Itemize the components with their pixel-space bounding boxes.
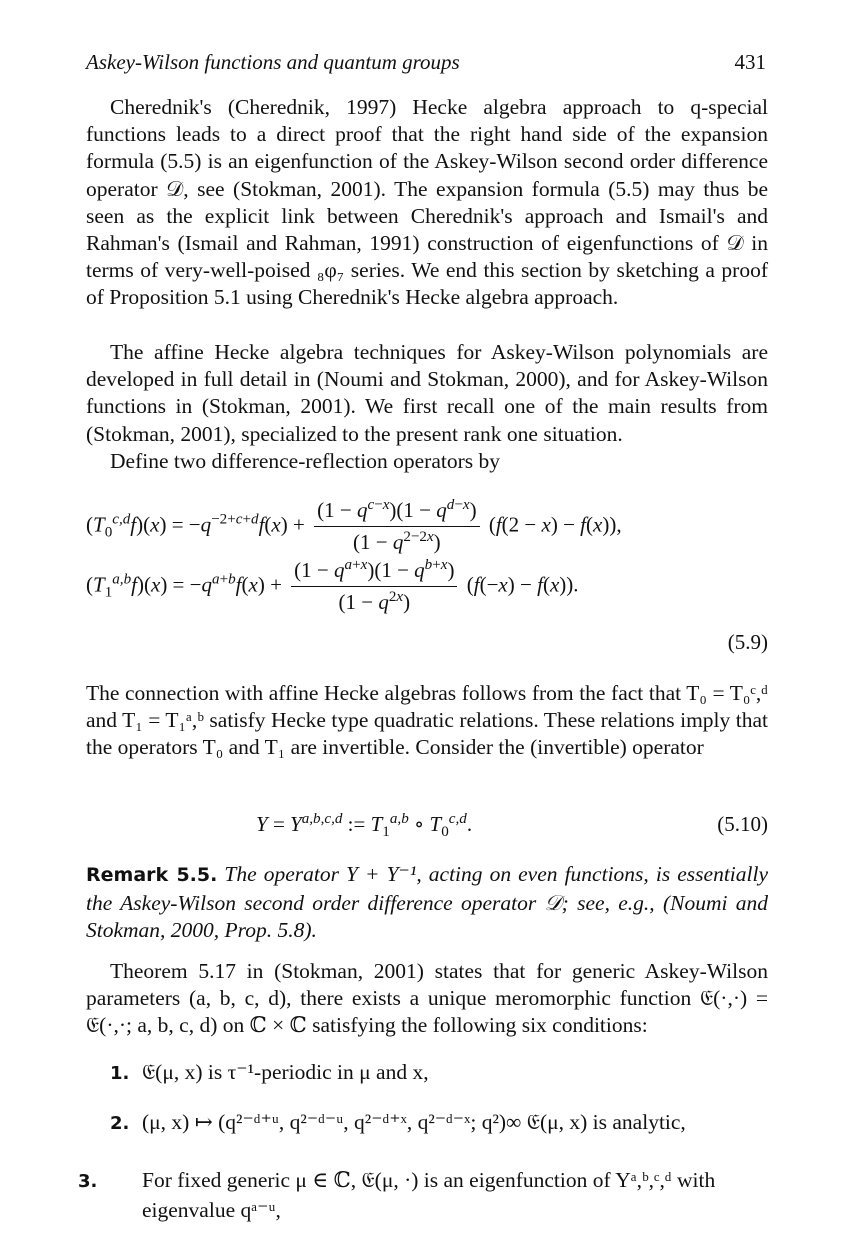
equation-5-10-body: Y = Y$^{a,b,c,d}$ := $T_1^{a,b}$ ∘ $T_0^{c,d}$. (256, 811, 473, 841)
condition-2: 2. (μ, x) ↦ (q²⁻ᵈ⁺ᵘ, q²⁻ᵈ⁻ᵘ, q²⁻ᵈ⁺ˣ, q²⁻ᵈ⁻ˣ; q²)∞ 𝔈(μ, x) is analytic, (110, 1110, 686, 1134)
paragraph-2-text: The affine Hecke algebra techniques for Askey-Wilson polynomials are developed in full detail in (Noumi and Stokman, 2000), and for Askey-Wilson functions in (Stokman, 2001). We first recall one of the main results from (Stokman, 2001), specialized to the present rank one situation. (86, 340, 768, 446)
condition-3: 3. For fixed generic μ ∈ ℂ, 𝔈(μ, ·) is an eigenfunction of Yᵃ,ᵇ,ᶜ,ᵈ with eigenvalue qᵃ⁻ᵘ, (78, 1168, 716, 1222)
remark-body: The operator Y + Y⁻¹, acting on even functions, is essentially the Askey-Wilson second order difference operator 𝒟; see, e.g., (Noumi and Stokman, 2000, Prop. 5.8). (86, 862, 769, 942)
paragraph-5-text: Theorem 5.17 in (Stokman, 2001) states that for generic Askey-Wilson parameters (a, b, c, d), there exists a unique meromorphic function 𝔈(·,·) = 𝔈(·,·; a, b, c, d) on ℂ × ℂ satisfying the following six conditions: (86, 959, 768, 1038)
paragraph-3-text: Define two difference-reflection operators by (110, 449, 501, 473)
equation-5-10-label: (5.10) (717, 812, 768, 836)
remark-5-5 (86, 861, 768, 945)
paragraph-1 (86, 94, 768, 312)
paragraph-5 (86, 958, 768, 1040)
paragraph-4 (86, 680, 768, 762)
page-number: 431 (734, 50, 766, 74)
running-header (86, 50, 766, 80)
equation-5-9 (86, 498, 768, 668)
equation-5-9-line-1: $(T_0^{c,d}f)(x) = -q^{-2+c+d}f(x)$ + $\frac{(1 - q^{c-x})(1 - q^{d-x})}{(1 - q^{2-2x})}$ (f(2 − x) − f(x)), (86, 497, 622, 554)
paragraph-4-text: The connection with affine Hecke algebras follows from the fact that T₀ = T₀ᶜ,ᵈ and T₁ = T₁ᵃ,ᵇ satisfy Hecke type quadratic relations. These relations imply that the operators T₀ and T₁ are invertible. Consider the (invertible) operator (86, 681, 768, 760)
remark-heading: Remark 5.5. (86, 864, 218, 886)
running-title: Askey-Wilson functions and quantum groups (86, 50, 460, 74)
conditions-list (78, 1058, 768, 1248)
equation-5-10 (86, 808, 768, 842)
paragraph-2 (86, 339, 768, 448)
condition-1: 1. 𝔈(μ, x) is τ⁻¹-periodic in μ and x, (110, 1060, 429, 1084)
paragraph-3 (86, 448, 768, 475)
paragraph-1-text: Cherednik's (Cherednik, 1997) Hecke algebra approach to q-special functions leads to a direct proof that the right hand side of the expansion formula (5.5) is an eigenfunction of the Askey-Wilson second order difference operator 𝒟, see (Stokman, 2001). The expansion formula (5.5) may thus be seen as the explicit link between Cherednik's approach and Ismail's and Rahman's (Ismail and Rahman, 1991) construction of eigenfunctions of 𝒟 in terms of very-well-poised ₈φ₇ series. We end this section by sketching a proof of Proposition 5.1 using Cherednik's Hecke algebra approach. (86, 95, 768, 310)
equation-5-9-label: (5.9) (727, 630, 768, 654)
equation-5-9-line-2: $(T_1^{a,b}f)(x) = -q^{a+b}f(x)$ + $\frac{(1 - q^{a+x})(1 - q^{b+x})}{(1 - q^{2x})}$ (f(−x) − f(x)). (86, 557, 579, 614)
